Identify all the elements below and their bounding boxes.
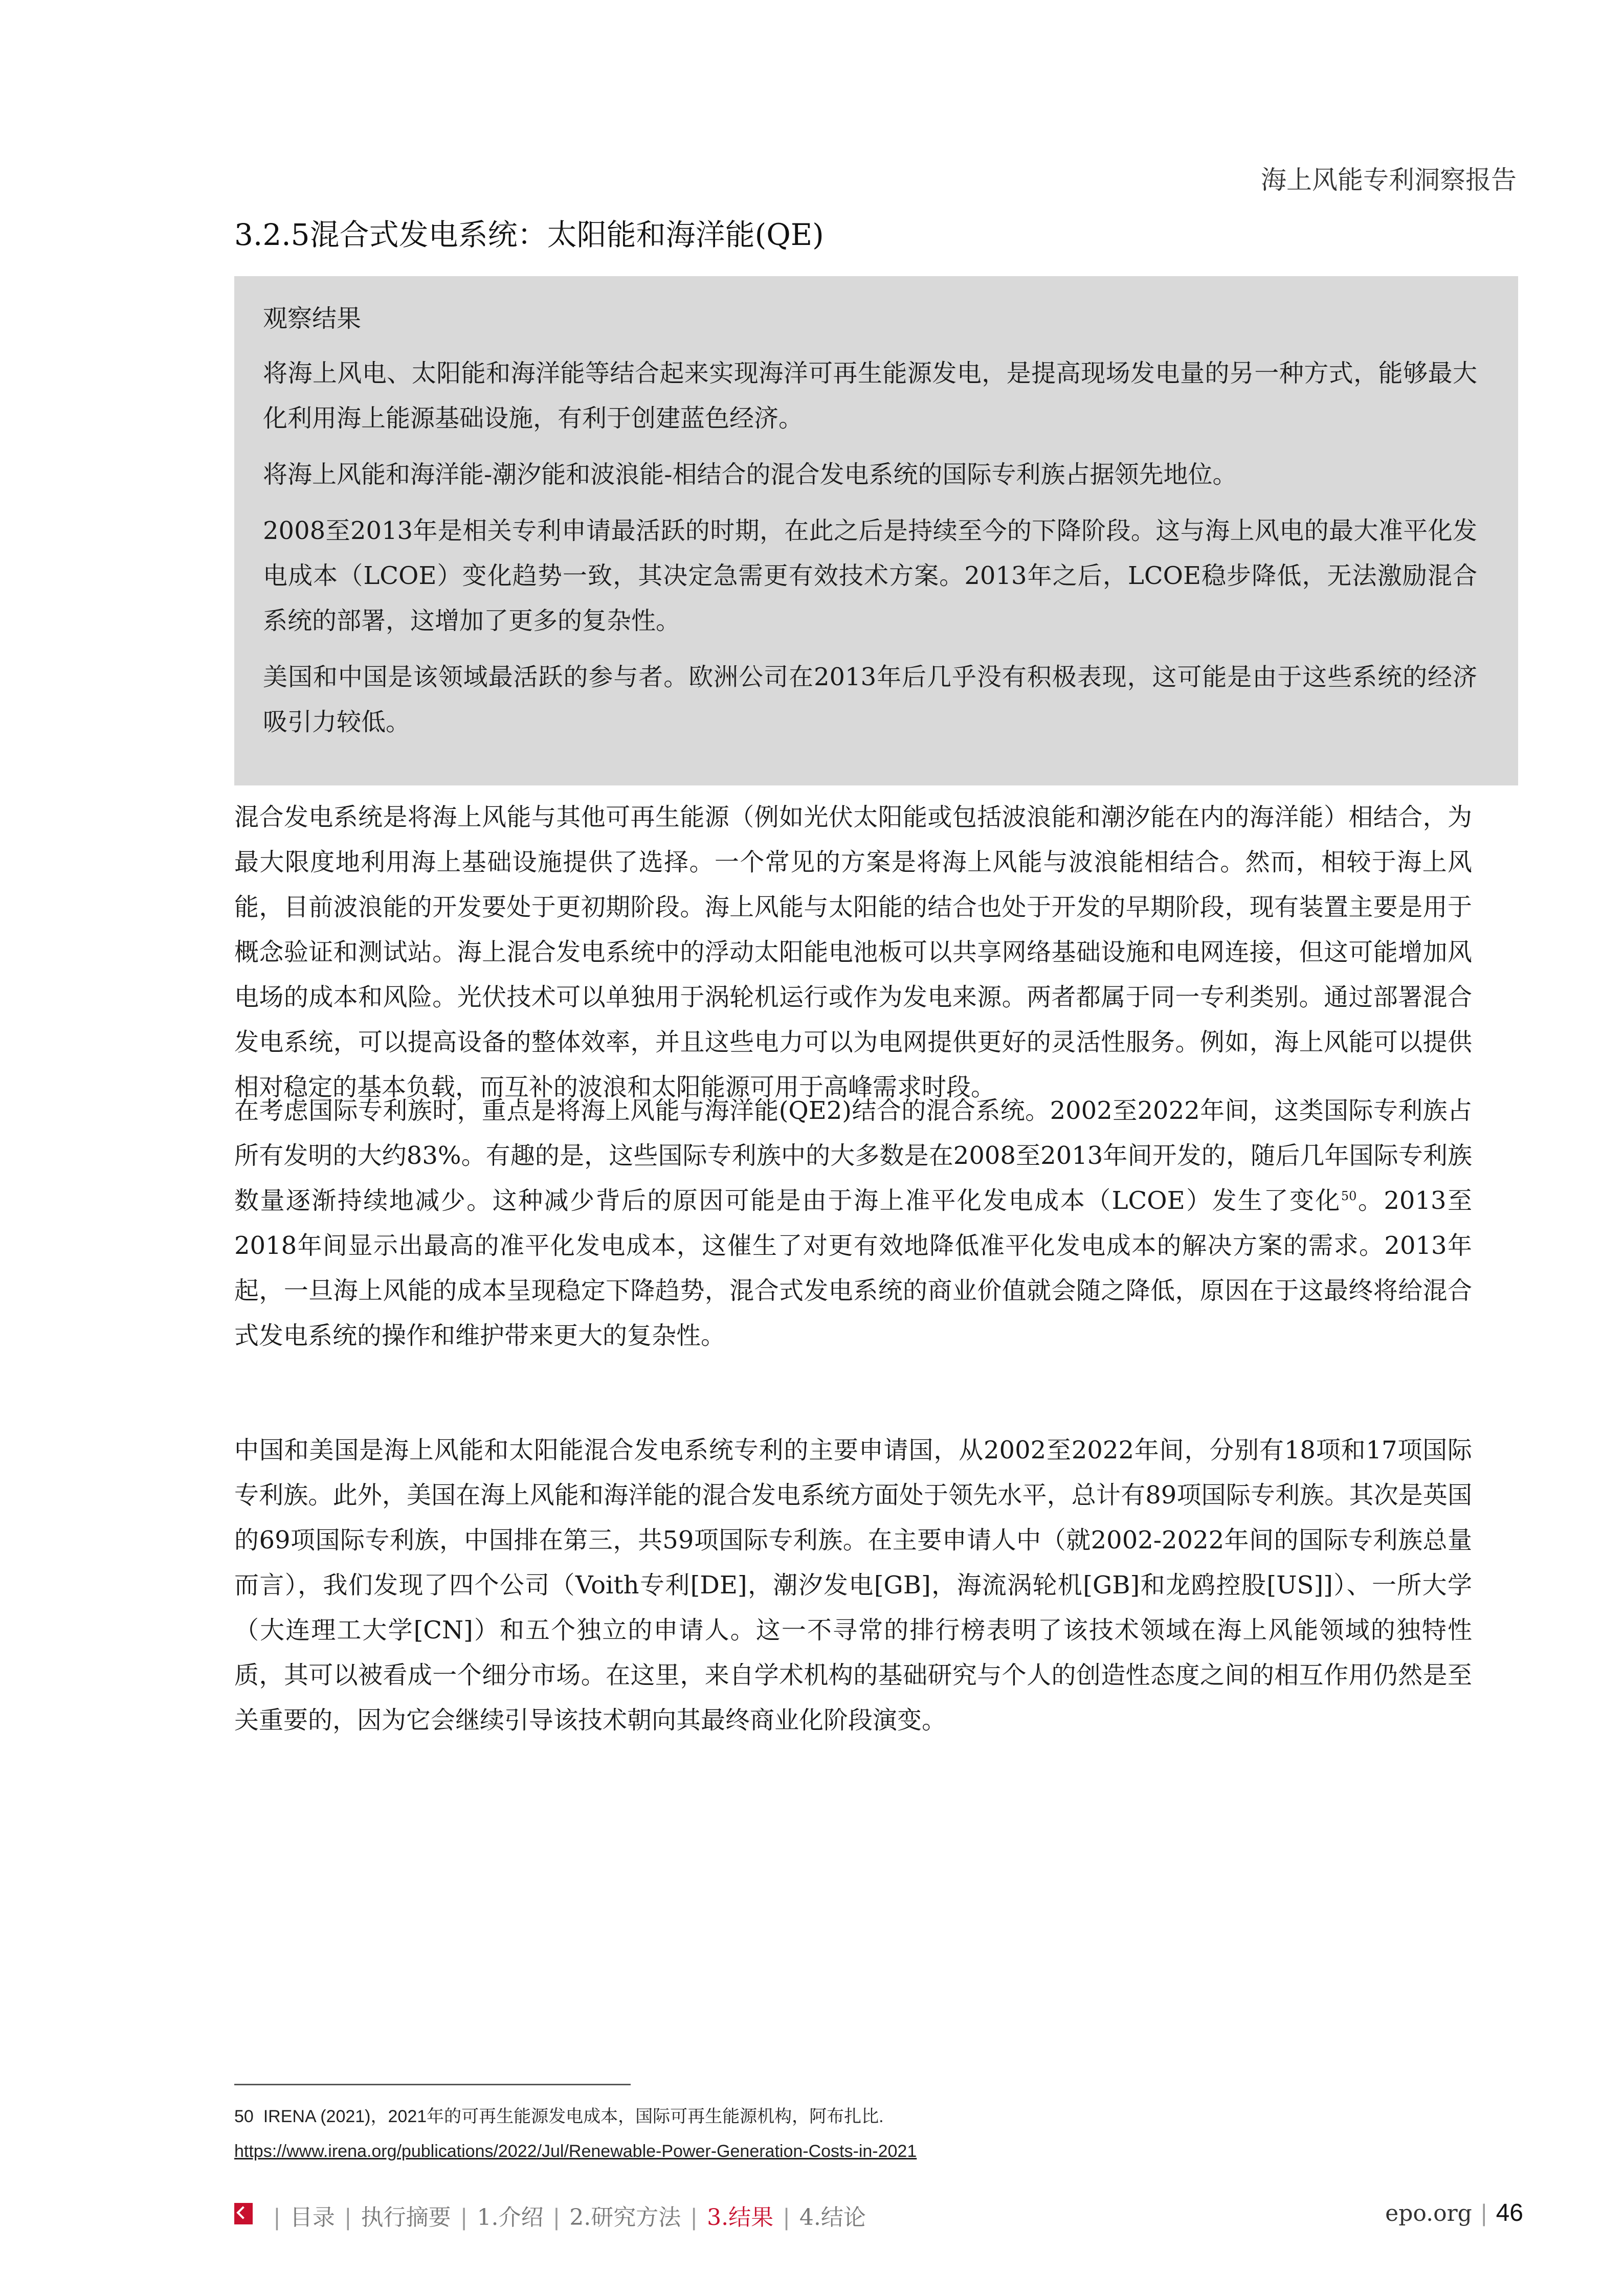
nav-separator: | [460, 2204, 468, 2231]
body-paragraph-1: 混合发电系统是将海上风能与其他可再生能源（例如光伏太阳能或包括波浪能和潮汐能在内的海洋能）相结合，为最大限度地利用海上基础设施提供了选择。一个常见的方案是将海上风能与波浪能相结合。然而，相较于海上风能，目前波浪能的开发要处于更初期阶段。海上风能与太阳能的结合也处于开发的早期阶段，现有装置主要是用于概念验证和测试站。海上混合发电系统中的浮动太阳能电池板可以共享网络基础设施和电网连接，但这可能增加风电场的成本和风险。光伏技术可以单独用于涡轮机运行或作为发电来源。两者都属于同一专利类别。通过部署混合发电系统，可以提高设备的整体效率，并且这些电力可以为电网提供更好的灵活性服务。例如，海上风能可以提供相对稳定的基本负载，而互补的波浪和太阳能源可用于高峰需求时段。 [234, 803, 1472, 1101]
footnote-url[interactable]: https://www.irena.org/publications/2022/Jul/Renewable-Power-Generation-Costs-in-2021 [234, 2142, 917, 2161]
footer-right [1385, 2199, 1523, 2227]
body-paragraph-2-part-2: 。2013至2018年间显示出最高的准平化发电成本，这催生了对更有效地降低准平化发电成本的解决方案的需求。2013年起，一旦海上风能的成本呈现稳定下降趋势，混合式发电系统的商业价值就会随之降低，原因在于这最终将给混合式发电系统的操作和维护带来更大的复杂性。 [234, 1186, 1472, 1350]
observations-box [234, 276, 1518, 785]
body-paragraph-2 [234, 1088, 1472, 1358]
nav-item-conclusion[interactable]: 4.结论 [799, 2204, 866, 2231]
running-header: 海上风能专利洞察报告 [1261, 165, 1517, 195]
footnote-line [234, 2099, 1462, 2134]
page-footer [234, 2199, 1523, 2230]
footnote-divider [234, 2084, 631, 2085]
nav-item-toc[interactable]: 目录 [290, 2204, 335, 2231]
footer-nav [264, 2199, 866, 2232]
page-number: 46 [1496, 2199, 1523, 2226]
section-title: 3.2.5混合式发电系统：太阳能和海洋能(QE) [234, 217, 824, 252]
footnote-reference[interactable]: 50 [1341, 1189, 1357, 1203]
observation-paragraph: 将海上风能和海洋能-潮汐能和波浪能-相结合的混合发电系统的国际专利族占据领先地位。 [263, 460, 1237, 489]
nav-item-summary[interactable]: 执行摘要 [361, 2204, 451, 2231]
observations-heading: 观察结果 [263, 304, 362, 333]
footer-separator: | [1480, 2200, 1488, 2226]
observation-paragraph: 将海上风电、太阳能和海洋能等结合起来实现海洋可再生能源发电，是提高现场发电量的另一种方式，能够最大化利用海上能源基础设施，有利于创建蓝色经济。 [263, 359, 1477, 433]
nav-item-results[interactable]: 3.结果 [707, 2204, 774, 2231]
nav-separator: | [344, 2204, 352, 2231]
nav-item-methods[interactable]: 2.研究方法 [569, 2204, 681, 2231]
nav-item-intro[interactable]: 1.介绍 [477, 2204, 544, 2231]
footnote [234, 2099, 1462, 2169]
footnote-number: 50 [234, 2107, 254, 2126]
footnote-text: IRENA (2021)，2021年的可再生能源发电成本，国际可再生能源机构，阿布扎比. [263, 2107, 884, 2126]
nav-separator: | [273, 2204, 281, 2231]
site-link[interactable]: epo.org [1385, 2200, 1472, 2226]
back-arrow-icon[interactable] [234, 2203, 253, 2224]
nav-separator: | [783, 2204, 790, 2231]
body-paragraph-2-part-1: 在考虑国际专利族时，重点是将海上风能与海洋能(QE2)结合的混合系统。2002至2022年间，这类国际专利族占所有发明的大约83%。有趣的是，这些国际专利族中的大多数是在2008至2013年间开发的，随后几年国际专利族数量逐渐持续地减少。这种减少背后的原因可能是由于海上准平化发电成本（LCOE）发生了变化 [234, 1096, 1472, 1215]
nav-separator: | [690, 2204, 698, 2231]
nav-separator: | [552, 2204, 561, 2231]
body-paragraph-3: 中国和美国是海上风能和太阳能混合发电系统专利的主要申请国，从2002至2022年间，分别有18项和17项国际专利族。此外，美国在海上风能和海洋能的混合发电系统方面处于领先水平，总计有89项国际专利族。其次是英国的69项国际专利族，中国排在第三，共59项国际专利族。在主要申请人中（就2002-2022年间的国际专利族总量而言），我们发现了四个公司（Voith专利[DE]，潮汐发电[GB]，海流涡轮机[GB]和龙鸥控股[US]]）、一所大学（大连理工大学[CN]）和五个独立的申请人。这一不寻常的排行榜表明了该技术领域在海上风能领域的独特性质，其可以被看成一个细分市场。在这里，来自学术机构的基础研究与个人的创造性态度之间的相互作用仍然是至关重要的，因为它会继续引导该技术朝向其最终商业化阶段演变。 [234, 1436, 1472, 1735]
observation-paragraph: 美国和中国是该领域最活跃的参与者。欧洲公司在2013年后几乎没有积极表现，这可能是由于这些系统的经济吸引力较低。 [263, 663, 1477, 736]
observation-paragraph: 2008至2013年是相关专利申请最活跃的时期，在此之后是持续至今的下降阶段。这与海上风电的最大准平化发电成本（LCOE）变化趋势一致，其决定急需更有效技术方案。2013年之后，LCOE稳步降低，无法激励混合系统的部署，这增加了更多的复杂性。 [263, 516, 1477, 635]
